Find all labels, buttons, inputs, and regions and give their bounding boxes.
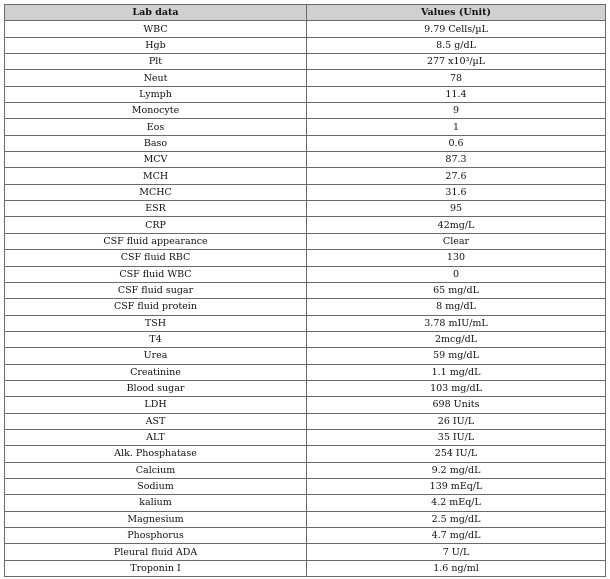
lab-value-cell: 9.79 Cells/µL — [307, 21, 606, 37]
table-row — [5, 315, 606, 331]
lab-test-name-cell: Eos — [5, 119, 307, 135]
table-row — [5, 299, 606, 315]
lab-test-name-cell: TSH — [5, 315, 307, 331]
lab-test-name-cell: Calcium — [5, 462, 307, 478]
lab-value-cell: 95 — [307, 201, 606, 217]
lab-test-name-cell: Magnesium — [5, 511, 307, 527]
lab-value-cell: 9.2 mg/dL — [307, 462, 606, 478]
lab-value-cell: 65 mg/dL — [307, 282, 606, 298]
lab-test-name-cell: T4 — [5, 331, 307, 347]
lab-value-cell: 4.2 mEq/L — [307, 495, 606, 511]
lab-value-cell: 698 Units — [307, 397, 606, 413]
table-row — [5, 348, 606, 364]
lab-value-cell: 78 — [307, 70, 606, 86]
table-row — [5, 184, 606, 200]
lab-test-name-cell: Phosphorus — [5, 528, 307, 544]
lab-value-cell: 26 IU/L — [307, 413, 606, 429]
lab-value-cell: 31.6 — [307, 184, 606, 200]
lab-value-cell: 7 U/L — [307, 544, 606, 560]
lab-value-cell: 2.5 mg/dL — [307, 511, 606, 527]
lab-data-table — [4, 4, 606, 577]
table-row — [5, 478, 606, 494]
lab-value-cell: 9 — [307, 103, 606, 119]
table-row — [5, 413, 606, 429]
lab-test-name-cell: MCH — [5, 168, 307, 184]
lab-value-cell: 0 — [307, 266, 606, 282]
lab-test-name-cell: CSF fluid RBC — [5, 250, 307, 266]
lab-test-name-cell: Blood sugar — [5, 380, 307, 396]
lab-test-name-cell: Alk. Phosphatase — [5, 446, 307, 462]
lab-value-cell: 87.3 — [307, 152, 606, 168]
lab-value-cell: 1 — [307, 119, 606, 135]
lab-test-name-cell: Sodium — [5, 478, 307, 494]
table-row — [5, 54, 606, 70]
table-row — [5, 364, 606, 380]
lab-value-cell: Clear — [307, 233, 606, 249]
table-row — [5, 495, 606, 511]
lab-value-cell: 0.6 — [307, 135, 606, 151]
table-row — [5, 560, 606, 576]
header-lab-data: Lab data — [5, 5, 307, 21]
lab-test-name-cell: Plt — [5, 54, 307, 70]
lab-value-cell: 1.6 ng/ml — [307, 560, 606, 576]
table-row — [5, 217, 606, 233]
lab-value-cell: 42mg/L — [307, 217, 606, 233]
lab-value-cell: 103 mg/dL — [307, 380, 606, 396]
lab-value-cell: 8 mg/dL — [307, 299, 606, 315]
table-row — [5, 70, 606, 86]
table-row — [5, 21, 606, 37]
table-row — [5, 119, 606, 135]
lab-value-cell: 11.4 — [307, 86, 606, 102]
lab-test-name-cell: Neut — [5, 70, 307, 86]
table-row — [5, 103, 606, 119]
lab-test-name-cell: Creatinine — [5, 364, 307, 380]
table-row — [5, 397, 606, 413]
lab-value-cell: 4.7 mg/dL — [307, 528, 606, 544]
lab-value-cell: 139 mEq/L — [307, 478, 606, 494]
lab-value-cell: 2mcg/dL — [307, 331, 606, 347]
lab-value-cell: 130 — [307, 250, 606, 266]
lab-value-cell: 59 mg/dL — [307, 348, 606, 364]
lab-test-name-cell: CSF fluid sugar — [5, 282, 307, 298]
table-row — [5, 429, 606, 445]
lab-test-name-cell: MCV — [5, 152, 307, 168]
lab-value-cell: 254 IU/L — [307, 446, 606, 462]
lab-test-name-cell: Troponin I — [5, 560, 307, 576]
lab-test-name-cell: ESR — [5, 201, 307, 217]
lab-value-cell: 35 IU/L — [307, 429, 606, 445]
lab-test-name-cell: CSF fluid protein — [5, 299, 307, 315]
lab-value-cell: 3.78 mIU/mL — [307, 315, 606, 331]
lab-test-name-cell: ALT — [5, 429, 307, 445]
lab-test-name-cell: Lymph — [5, 86, 307, 102]
lab-test-name-cell: Monocyte — [5, 103, 307, 119]
lab-value-cell: 1.1 mg/dL — [307, 364, 606, 380]
table-row — [5, 266, 606, 282]
lab-value-cell: 8.5 g/dL — [307, 37, 606, 53]
lab-test-name-cell: AST — [5, 413, 307, 429]
lab-test-name-cell: Urea — [5, 348, 307, 364]
table-row — [5, 37, 606, 53]
lab-test-name-cell: LDH — [5, 397, 307, 413]
table-row — [5, 462, 606, 478]
lab-test-name-cell: CRP — [5, 217, 307, 233]
table-row — [5, 201, 606, 217]
table-row — [5, 152, 606, 168]
lab-test-name-cell: MCHC — [5, 184, 307, 200]
table-row — [5, 544, 606, 560]
lab-test-name-cell: Hgb — [5, 37, 307, 53]
table-body — [5, 21, 606, 577]
table-row — [5, 446, 606, 462]
table-row — [5, 380, 606, 396]
table-row — [5, 86, 606, 102]
lab-test-name-cell: Pleural fluid ADA — [5, 544, 307, 560]
lab-test-name-cell: Baso — [5, 135, 307, 151]
lab-value-cell: 277 x10³/µL — [307, 54, 606, 70]
table-row — [5, 250, 606, 266]
table-row — [5, 511, 606, 527]
lab-test-name-cell: CSF fluid appearance — [5, 233, 307, 249]
lab-test-name-cell: kalium — [5, 495, 307, 511]
lab-test-name-cell: CSF fluid WBC — [5, 266, 307, 282]
header-values-unit: Values (Unit) — [307, 5, 606, 21]
table-row — [5, 528, 606, 544]
table-row — [5, 331, 606, 347]
lab-value-cell: 27.6 — [307, 168, 606, 184]
lab-test-name-cell: WBC — [5, 21, 307, 37]
table-row — [5, 282, 606, 298]
table-row — [5, 233, 606, 249]
table-row — [5, 168, 606, 184]
header-row — [5, 5, 606, 21]
table-row — [5, 135, 606, 151]
